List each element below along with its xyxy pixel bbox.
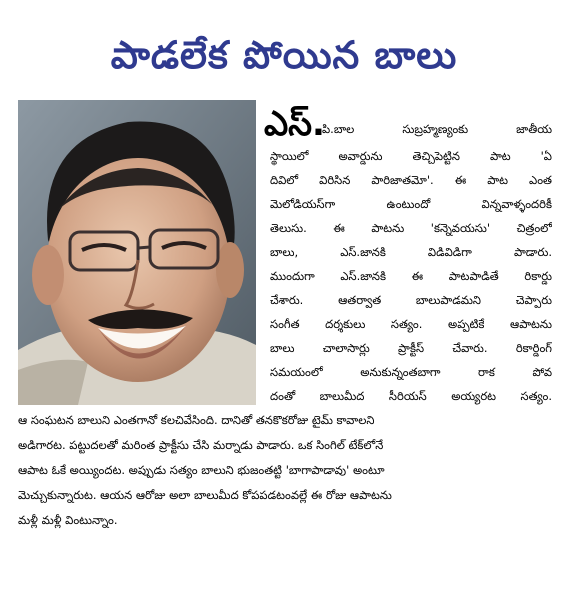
article-column-line: బాలు, ఎస్.జానకి విడివిడిగా పాడారు. xyxy=(270,245,552,259)
article-column-line: దంతో బాలుమీద సీరియస్ అయ్యరట సత్యం. xyxy=(270,389,552,403)
article-column-line: చేశారు. ఆతర్వాత బాలుపాడమని చెప్పారు xyxy=(270,293,552,307)
portrait-photo xyxy=(18,100,256,405)
article-headline: పాడలేక పోయిన బాలు xyxy=(110,33,458,77)
article-column-line: తెలుసు. ఈ పాటను 'కన్నెవయసు' చిత్రంలో xyxy=(270,221,552,235)
article-full-line: ఆ సంఘటన బాలుని ఎంతగానో కలచివేసింది. దానితో తనకొకరోజు టైమ్ కావాలని xyxy=(18,413,375,427)
article-column-line: బాలు చాలాసార్లు ప్రాక్టీస్ చేవారు. రికార్డింగ్ xyxy=(270,341,552,355)
drop-cap: ఎస్. xyxy=(264,104,325,144)
article-first-line: పి.బాల సుబ్రహ్మణ్యంకు జాతీయ xyxy=(322,122,552,136)
portrait-illustration xyxy=(18,100,256,405)
article-full-line: ఆపాట ఓకే అయ్యిందట. అప్పుడు సత్యం బాలుని భుజంతట్టి 'బాగాపాడావు' అంటూ xyxy=(18,463,385,477)
article-column-line: ముందుగా ఎస్.జానకి ఈ పాటపాడితే రికార్డు xyxy=(270,269,552,283)
article-column-line: మెలోడియస్‌గా ఉంటుందో విన్నవాళ్ళందరికీ xyxy=(270,197,552,211)
article-column-line: స్థాయిలో అవార్డును తెచ్చిపెట్టిన పాట 'ఏ xyxy=(270,149,552,163)
article-full-line: మెచ్చుకున్నారుట. ఆయన ఆరోజు అలా బాలుమీద కోపపడటంవల్లే ఈ రోజు ఆపాటను xyxy=(18,488,392,502)
article-column-line: సమయంలో అనుకున్నంతబాగా రాక పోవ xyxy=(270,365,552,379)
article-column-line: సంగీత దర్శకులు సత్యం. అప్పటికే ఆపాటను xyxy=(270,317,552,331)
article-column-line: దివిలో విరిసిన పారిజాతమో'. ఈ పాట ఎంత xyxy=(270,173,552,187)
article-full-line: మళ్లీ మళ్లీ వింటున్నాం. xyxy=(18,513,118,527)
article-full-line: అడిగారట. పట్టుదలతో మరింత ప్రాక్టీసు చేసి మర్నాడు పాడారు. ఒక సింగిల్ టేక్‌లోనే xyxy=(18,438,384,452)
